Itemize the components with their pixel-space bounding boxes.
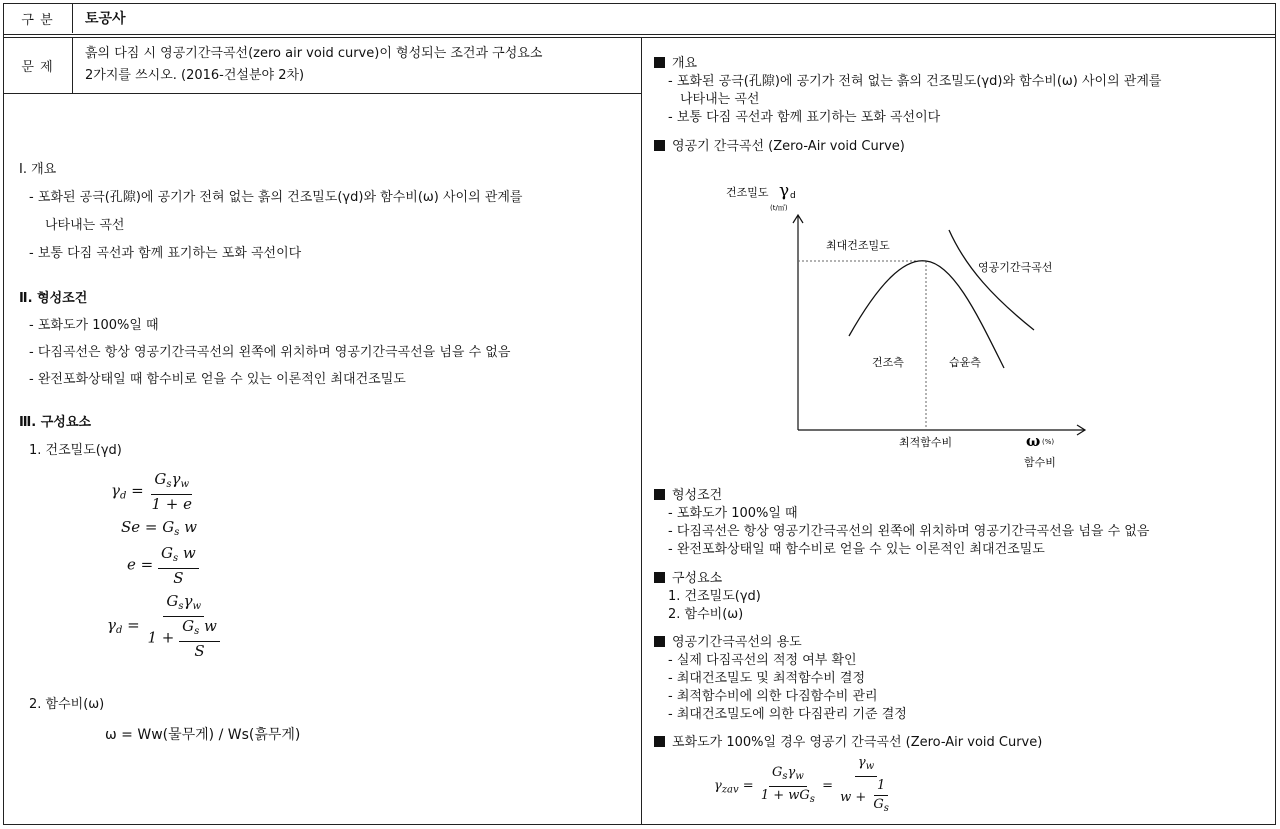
s3-item-1: 1. 건조밀도(γd) <box>29 443 122 458</box>
r-cond-b1: - 포화도가 100%일 때 <box>668 506 798 521</box>
diagram-y-symbol: γ <box>779 181 790 201</box>
square-bullet-icon <box>654 140 665 151</box>
zero-air-void-curve <box>949 230 1034 330</box>
x-unit: (%) <box>1042 438 1055 446</box>
formula-e: e = $\frac{G_s w}{S}$ <box>127 544 199 587</box>
question-text <box>85 43 625 87</box>
header-row <box>3 3 1276 35</box>
r-heading-conditions <box>654 484 722 503</box>
r-use-b2: - 최대건조밀도 및 최적함수비 결정 <box>668 671 866 686</box>
r-heading-saturation-text: 포화도가 100%일 경우 영공기 간극곡선 (Zero-Air void Curve) <box>672 735 1043 750</box>
r-heading-conditions-text: 형성조건 <box>672 488 723 503</box>
r-cond-b2: - 다짐곡선은 항상 영공기간극곡선의 왼쪽에 위치하며 영공기간극곡선을 넘을 수 없음 <box>668 524 1150 539</box>
formula-zav: $\gamma_{zav}$ = $\frac{G_s\gamma_w}{1 + wG_s}$ = $\gamma_w$ w + $\frac{1}{G_s}$ <box>714 755 889 814</box>
s1-bullet-2: - 보통 다짐 곡선과 함께 표기하는 포화 곡선이다 <box>29 246 302 261</box>
diagram-y-label: 건조밀도 <box>726 186 769 199</box>
s2-bullet-1: - 포화도가 100%일 때 <box>29 318 159 333</box>
left-column <box>3 38 642 825</box>
formula-dry-density: $\gamma_d$ = $\frac{G_s\gamma_w}{1 + e}$ <box>111 470 193 513</box>
diagram-y-unit: (t/㎥) <box>770 204 788 212</box>
zav-curve-label: 영공기간극곡선 <box>978 261 1053 274</box>
s1-bullet-1b: 나타내는 곡선 <box>45 218 125 233</box>
question-line-1: 흙의 다짐 시 영공기간극곡선(zero air void curve)이 형성되는 조건과 구성요소 <box>85 46 543 61</box>
square-bullet-icon <box>654 636 665 647</box>
header-value: 토공사 <box>85 11 126 27</box>
formula-se: $Se = G_s$ w <box>121 518 197 538</box>
r-cond-b3: - 완전포화상태일 때 함수비로 얻을 수 있는 이론적인 최대건조밀도 <box>668 542 1045 557</box>
r-heading-overview <box>654 52 697 71</box>
question-divider <box>73 93 642 94</box>
r-heading-overview-text: 개요 <box>672 56 698 71</box>
r-use-b1: - 실제 다짐곡선의 적정 여부 확인 <box>668 653 857 668</box>
diagram-y-sub: d <box>790 191 796 201</box>
max-density-label: 최대건조밀도 <box>826 239 890 252</box>
r-overview-b1a: - 포화된 공극(孔隙)에 공기가 전혀 없는 흙의 건조밀도(γd)와 함수비(ω) 사이의 관계를 <box>668 74 1162 89</box>
x-symbol: ω <box>1026 432 1041 450</box>
section-3-title: Ⅲ. 구성요소 <box>19 415 91 430</box>
formula-dry-density-2: $\gamma_d$ = $G_s\gamma_w$ 1 + $\frac{G_s w}{S}$ <box>107 592 223 660</box>
header-label: 구 분 <box>3 3 73 33</box>
r-heading-saturation <box>654 731 1042 750</box>
r-heading-zav-text: 영공기 간극곡선 (Zero-Air void Curve) <box>672 139 905 154</box>
square-bullet-icon <box>654 489 665 500</box>
r-overview-b2: - 보통 다짐 곡선과 함께 표기하는 포화 곡선이다 <box>668 110 941 125</box>
s1-bullet-1a: - 포화된 공극(孔隙)에 공기가 전혀 없는 흙의 건조밀도(γd)와 함수비(ω) 사이의 관계를 <box>29 190 523 205</box>
r-heading-zav <box>654 135 905 154</box>
question-line-2: 2가지를 쓰시오. (2016-건설분야 2차) <box>85 68 305 83</box>
compaction-curve-diagram <box>704 168 1104 478</box>
dry-side-label: 건조측 <box>872 356 904 369</box>
omc-label: 최적함수비 <box>899 436 953 449</box>
water-content-formula: ω = Ww(물무게) / Ws(흙무게) <box>105 727 301 743</box>
x-label: 함수비 <box>1024 456 1056 469</box>
r-heading-uses-text: 영공기간극곡선의 용도 <box>672 635 802 650</box>
r-use-b4: - 최대건조밀도에 의한 다짐관리 기준 결정 <box>668 707 907 722</box>
r-overview-b1b: 나타내는 곡선 <box>680 92 760 107</box>
square-bullet-icon <box>654 736 665 747</box>
r-comp-b1: 1. 건조밀도(γd) <box>668 589 761 604</box>
s2-bullet-2: - 다짐곡선은 항상 영공기간극곡선의 왼쪽에 위치하며 영공기간극곡선을 넘을 수 없음 <box>29 345 511 360</box>
question-label: 문 제 <box>3 38 73 94</box>
square-bullet-icon <box>654 57 665 68</box>
wet-side-label: 습윤측 <box>949 356 981 369</box>
section-2-title: Ⅱ. 형성조건 <box>19 291 88 306</box>
section-1-title: Ⅰ. 개요 <box>19 162 57 177</box>
s3-item-2: 2. 함수비(ω) <box>29 697 105 712</box>
r-heading-components-text: 구성요소 <box>672 571 723 586</box>
r-heading-uses <box>654 631 802 650</box>
r-use-b3: - 최적함수비에 의한 다짐함수비 관리 <box>668 689 878 704</box>
r-heading-components <box>654 567 722 586</box>
r-comp-b2: 2. 함수비(ω) <box>668 607 744 622</box>
right-column <box>644 38 1276 825</box>
square-bullet-icon <box>654 572 665 583</box>
s2-bullet-3: - 완전포화상태일 때 함수비로 얻을 수 있는 이론적인 최대건조밀도 <box>29 372 406 387</box>
